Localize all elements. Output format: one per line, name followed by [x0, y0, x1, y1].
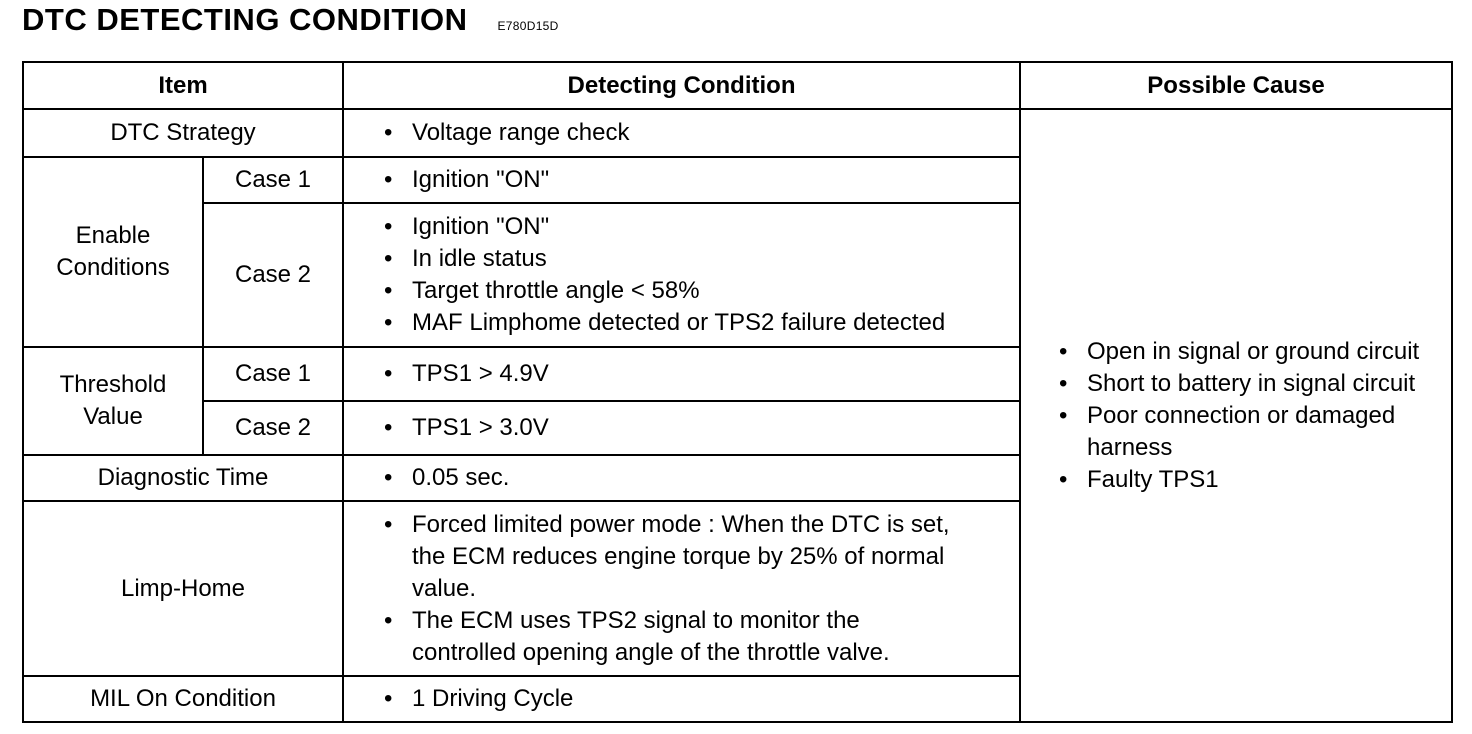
cause-item: • Faulty TPS1 — [1059, 464, 1451, 496]
label-enable-case1: Case 1 — [203, 157, 343, 203]
document-code: E780D15D — [497, 19, 559, 33]
header-item: Item — [23, 62, 343, 109]
list-item: • TPS1 > 3.0V — [384, 412, 1019, 444]
list-item: • The ECM uses TPS2 signal to monitor the controlled opening angle of the throttle valve. — [384, 605, 1019, 669]
cond-dtc-strategy — [343, 109, 1020, 157]
cond-threshold-case1 — [343, 347, 1020, 401]
label-dtc-strategy: DTC Strategy — [23, 109, 343, 157]
list-item: • Ignition "ON" — [384, 211, 1019, 243]
header-cause: Possible Cause — [1020, 62, 1452, 109]
label-enable-case2: Case 2 — [203, 203, 343, 347]
row-dtc-strategy — [23, 109, 1452, 157]
label-threshold-case1: Case 1 — [203, 347, 343, 401]
page-heading — [22, 2, 559, 42]
label-diagnostic-time: Diagnostic Time — [23, 455, 343, 501]
cond-threshold-case2 — [343, 401, 1020, 455]
list-item: • Target throttle angle < 58% — [384, 275, 1019, 307]
page-title: DTC DETECTING CONDITION — [22, 2, 468, 37]
list-item: • 0.05 sec. — [384, 462, 1019, 494]
label-threshold-value: Threshold Value — [23, 347, 203, 455]
header-condition: Detecting Condition — [343, 62, 1020, 109]
list-item: • Voltage range check — [384, 117, 1019, 149]
cause-item: • Open in signal or ground circuit — [1059, 336, 1451, 368]
cond-enable-case2 — [343, 203, 1020, 347]
list-item: • Ignition "ON" — [384, 164, 1019, 196]
dtc-condition-table — [22, 61, 1453, 723]
label-limp-home: Limp-Home — [23, 501, 343, 676]
label-enable-conditions: Enable Conditions — [23, 157, 203, 347]
list-item: • TPS1 > 4.9V — [384, 358, 1019, 390]
cond-diagnostic-time — [343, 455, 1020, 501]
cond-mil-on — [343, 676, 1020, 722]
list-item: • Forced limited power mode : When the DTC is set, the ECM reduces engine torque by 25% of normal value. — [384, 509, 1019, 605]
list-item: • 1 Driving Cycle — [384, 683, 1019, 715]
possible-cause-cell — [1020, 109, 1452, 722]
list-item: • In idle status — [384, 243, 1019, 275]
label-threshold-case2: Case 2 — [203, 401, 343, 455]
header-row — [23, 62, 1452, 109]
cond-limp-home — [343, 501, 1020, 676]
cause-item: • Short to battery in signal circuit — [1059, 368, 1451, 400]
cause-item: • Poor connection or damaged harness — [1059, 400, 1451, 464]
list-item: • MAF Limphome detected or TPS2 failure detected — [384, 307, 1019, 339]
label-mil-on: MIL On Condition — [23, 676, 343, 722]
cond-enable-case1 — [343, 157, 1020, 203]
